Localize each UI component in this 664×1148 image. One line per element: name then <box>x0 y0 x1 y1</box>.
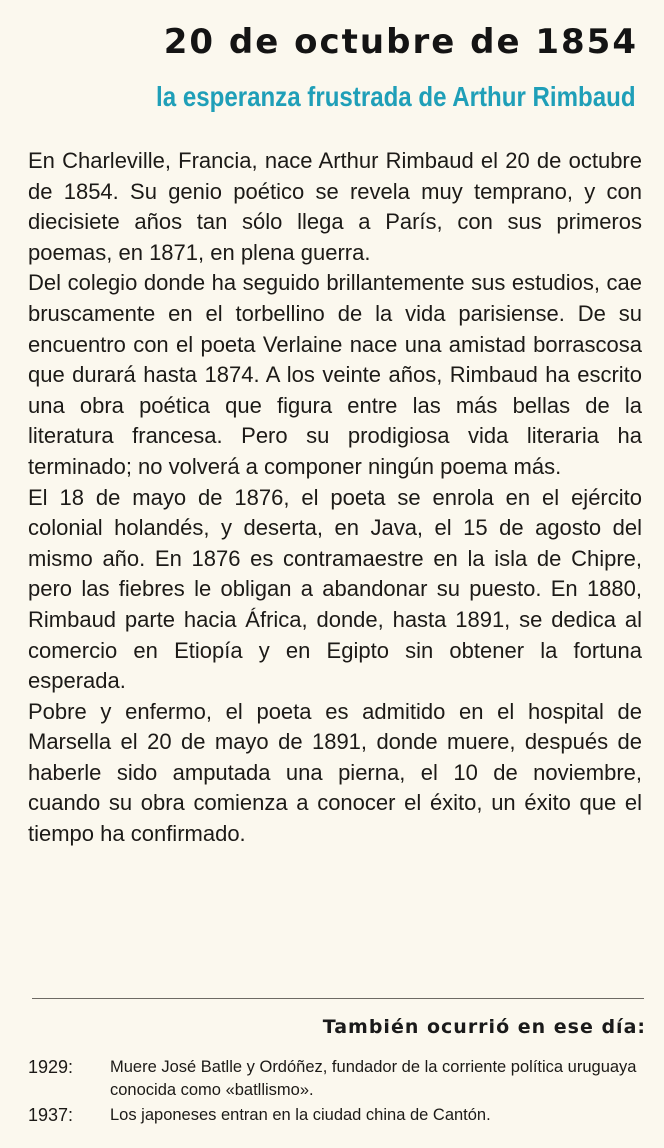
event-text: Los japoneses entran en la ciudad china de Cantón. <box>110 1106 491 1124</box>
event-year: 1929: <box>28 1057 74 1077</box>
page-subtitle: la esperanza frustrada de Arthur Rimbaud <box>156 81 636 112</box>
list-item <box>28 1104 650 1127</box>
page-title: 20 de octubre de 1854 <box>163 22 638 62</box>
article-paragraph: El 18 de mayo de 1876, el poeta se enrola en el ejército colonial holandés, y deserta, en Java, el 15 de agosto del mismo año. En 1876 es contramaestre en la isla de Chipre, pero las fiebres le obligan a abandonar su puesto. En 1880, Rimbaud parte hacia África, donde, hasta 1891, se dedica al comercio en Etiopía y en Egipto sin obtener la fortuna esperada. <box>28 484 642 694</box>
also-happened-heading: También ocurrió en ese día: <box>322 1016 646 1038</box>
event-text: Muere José Batlle y Ordóñez, fundador de la corriente política uruguaya conocida como «batllismo». <box>110 1058 637 1099</box>
section-divider <box>32 998 644 999</box>
article-paragraph: Pobre y enfermo, el poeta es admitido en el hospital de Marsella el 20 de mayo de 1891, donde muere, después de haberle sido amputada una pierna, el 10 de noviembre, cuando su obra comienza a conocer el éxito, un éxito que el tiempo ha confirmado. <box>28 698 642 847</box>
article-paragraph: En Charleville, Francia, nace Arthur Rimbaud el 20 de octubre de 1854. Su genio poético se revela muy temprano, y con diecisiete años tan sólo llega a París, con sus primeros poemas, en 1871, en plena guerra. <box>28 148 642 265</box>
list-item <box>28 1056 650 1102</box>
article-paragraph: Del colegio donde ha seguido brillantemente sus estudios, cae bruscamente en el torbellino de la vida parisiense. De su encuentro con el poeta Verlaine nace una amistad borrascosa que durará hasta 1874. A los veinte años, Rimbaud ha escrito una obra poética que figura entre las más bellas de la literatura francesa. Pero su prodigiosa vida literaria ha terminado; no volverá a componer ningún poema más. <box>28 270 642 479</box>
events-list <box>28 1056 650 1129</box>
event-year: 1937: <box>28 1105 74 1125</box>
article-body <box>28 146 642 850</box>
